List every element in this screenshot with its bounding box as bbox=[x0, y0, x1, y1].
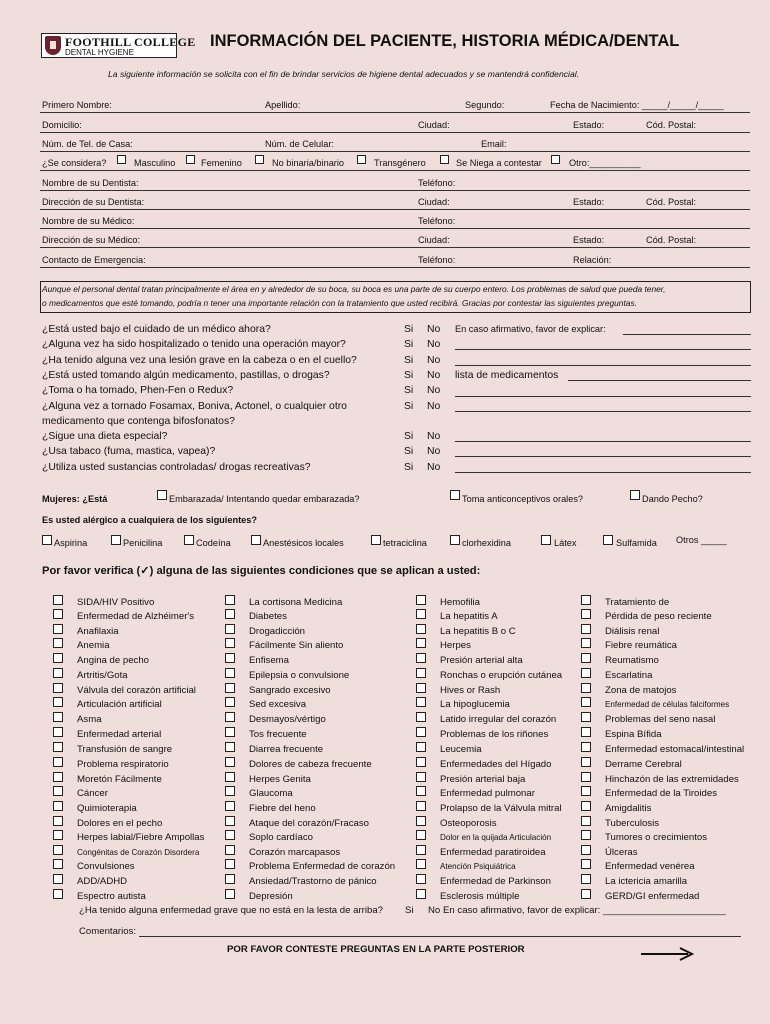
contraceptives-checkbox[interactable] bbox=[450, 490, 460, 500]
explain-line-9[interactable] bbox=[455, 472, 751, 473]
condition-label: Diálisis renal bbox=[605, 626, 660, 637]
nonbinary-checkbox[interactable] bbox=[255, 155, 264, 164]
condition-label: Dolores de cabeza frecuente bbox=[249, 759, 372, 770]
condition-checkbox[interactable] bbox=[53, 609, 63, 619]
dentist-zip-label: Cód. Postal: bbox=[646, 197, 697, 207]
condition-label: Enfermedad paratiroidea bbox=[440, 847, 546, 858]
condition-checkbox[interactable] bbox=[416, 874, 426, 884]
women-label: Mujeres: ¿Está bbox=[42, 494, 108, 504]
serious-illness-yes[interactable]: Si bbox=[405, 905, 414, 916]
second-name-label: Segundo: bbox=[465, 100, 505, 110]
question-6: ¿Alguna vez a tornado Fosamax, Boniva, Actonel, o cualquier otro bbox=[42, 401, 347, 412]
doctor-state-label: Estado: bbox=[573, 235, 605, 245]
q7-yes[interactable]: Si bbox=[404, 431, 414, 442]
male-label: Masculino bbox=[134, 158, 176, 168]
female-label: Femenino bbox=[201, 158, 242, 168]
condition-checkbox[interactable] bbox=[416, 712, 426, 722]
condition-label: Enfisema bbox=[249, 655, 289, 666]
page-title: INFORMACIÓN DEL PACIENTE, HISTORIA MÉDICA/DENTAL bbox=[210, 32, 680, 50]
gender-question: ¿Se considera? bbox=[42, 158, 107, 168]
condition-checkbox[interactable] bbox=[416, 801, 426, 811]
condition-label: Espectro autista bbox=[77, 891, 146, 902]
q3-yes[interactable]: Si bbox=[404, 355, 414, 366]
explain-line-8[interactable] bbox=[455, 456, 751, 457]
pregnant-label: Embarazada/ Intentando quedar embarazada? bbox=[169, 494, 360, 504]
notice-line-1: Aunque el personal dental tratan principalmente el área en y alrededor de su boca, su boca es una parte de su cuerpo entero. Los problemas de salud que pueda tener, bbox=[42, 284, 666, 294]
condition-checkbox[interactable] bbox=[581, 683, 591, 693]
q2-yes[interactable]: Si bbox=[404, 339, 414, 350]
q7-no[interactable]: No bbox=[427, 431, 441, 442]
q6-no[interactable]: No bbox=[427, 401, 441, 412]
condition-label: Enfermedad de células falciformes bbox=[605, 700, 730, 709]
condition-label: Enfermedades del Hígado bbox=[440, 759, 552, 770]
penicillin-checkbox[interactable] bbox=[111, 535, 121, 545]
condition-checkbox[interactable] bbox=[53, 874, 63, 884]
condition-label: Zona de matojos bbox=[605, 685, 677, 696]
condition-checkbox[interactable] bbox=[416, 786, 426, 796]
back-page-note: POR FAVOR CONTESTE PREGUNTAS EN LA PARTE POSTERIOR bbox=[227, 944, 525, 955]
question-4: ¿Está usted tomando algún medicamento, pastillas, o drogas? bbox=[42, 370, 330, 381]
codeine-label: Codeína bbox=[196, 538, 231, 548]
condition-label: Válvula del corazón artificial bbox=[77, 685, 196, 696]
condition-label: Enfermedad arterial bbox=[77, 729, 162, 740]
aspirin-checkbox[interactable] bbox=[42, 535, 52, 545]
condition-label: La cortisona Medicina bbox=[249, 597, 343, 608]
condition-checkbox[interactable] bbox=[416, 816, 426, 826]
allergies-other-label: Otros _____ bbox=[676, 535, 727, 545]
male-checkbox[interactable] bbox=[117, 155, 126, 164]
condition-checkbox[interactable] bbox=[416, 845, 426, 855]
condition-label: Enfermedad de Alzhéimer's bbox=[77, 611, 195, 622]
condition-label: Atención Psiquiátrica bbox=[440, 862, 516, 871]
condition-label: Sangrado excesivo bbox=[249, 685, 331, 696]
condition-label: Soplo cardíaco bbox=[249, 832, 313, 843]
condition-checkbox[interactable] bbox=[53, 595, 63, 605]
address-label: Domicilio: bbox=[42, 120, 82, 130]
condition-label: Anemia bbox=[77, 640, 110, 651]
condition-label: Drogadicción bbox=[249, 626, 305, 637]
condition-label: Corazón marcapasos bbox=[249, 847, 341, 858]
condition-label: Enfermedad estomacal/intestinal bbox=[605, 744, 745, 755]
condition-label: La hepatitis B o C bbox=[440, 626, 516, 637]
penicillin-label: Penicilina bbox=[123, 538, 163, 548]
condition-label: Hives or Rash bbox=[440, 685, 501, 696]
dentist-address-label: Dirección de su Dentista: bbox=[42, 197, 145, 207]
city-label: Ciudad: bbox=[418, 120, 450, 130]
condition-checkbox[interactable] bbox=[225, 595, 235, 605]
condition-label: Depresión bbox=[249, 891, 293, 902]
condition-label: Artritis/Gota bbox=[77, 670, 128, 681]
condition-label: Articulación artificial bbox=[77, 699, 162, 710]
local-anesthetics-checkbox[interactable] bbox=[251, 535, 261, 545]
female-checkbox[interactable] bbox=[186, 155, 195, 164]
condition-checkbox[interactable] bbox=[581, 638, 591, 648]
condition-checkbox[interactable] bbox=[53, 889, 63, 899]
condition-checkbox[interactable] bbox=[581, 786, 591, 796]
condition-label: SIDA/HIV Positivo bbox=[77, 597, 155, 608]
condition-checkbox[interactable] bbox=[581, 624, 591, 634]
condition-label: La hepatitis A bbox=[440, 611, 498, 622]
serious-illness-no[interactable]: No bbox=[428, 905, 441, 916]
condition-label: Úlceras bbox=[605, 847, 638, 858]
condition-label: Tumores o crecimientos bbox=[605, 832, 708, 843]
condition-label: Hinchazón de las extremidades bbox=[605, 774, 739, 785]
comments-line[interactable] bbox=[139, 936, 741, 937]
medication-list-label: lista de medicamentos bbox=[455, 370, 559, 381]
explain-line-1[interactable] bbox=[623, 334, 751, 335]
condition-checkbox[interactable] bbox=[416, 638, 426, 648]
question-1: ¿Está usted bajo el cuidado de un médico ahora? bbox=[42, 324, 271, 335]
q1-no[interactable]: No bbox=[427, 324, 441, 335]
q3-no[interactable]: No bbox=[427, 355, 441, 366]
condition-label: Asma bbox=[77, 714, 102, 725]
condition-checkbox[interactable] bbox=[225, 653, 235, 663]
condition-checkbox[interactable] bbox=[581, 609, 591, 619]
condition-checkbox[interactable] bbox=[225, 727, 235, 737]
condition-label: Dolor en la quijada Articulación bbox=[440, 833, 552, 842]
doctor-name-label: Nombre de su Médico: bbox=[42, 216, 135, 226]
codeine-checkbox[interactable] bbox=[184, 535, 194, 545]
condition-checkbox[interactable] bbox=[53, 727, 63, 737]
condition-checkbox[interactable] bbox=[225, 801, 235, 811]
condition-checkbox[interactable] bbox=[581, 595, 591, 605]
condition-label: Epilepsia o convulsione bbox=[249, 670, 350, 681]
condition-checkbox[interactable] bbox=[225, 772, 235, 782]
transgender-checkbox[interactable] bbox=[357, 155, 366, 164]
condition-checkbox[interactable] bbox=[416, 830, 426, 840]
serious-illness-explain: En caso afirmativo, favor de explicar: _______________________ bbox=[443, 905, 726, 916]
condition-checkbox[interactable] bbox=[225, 757, 235, 767]
condition-label: Presión arterial alta bbox=[440, 655, 523, 666]
condition-checkbox[interactable] bbox=[225, 638, 235, 648]
condition-checkbox[interactable] bbox=[225, 786, 235, 796]
condition-label: Tratamiento de bbox=[605, 597, 670, 608]
condition-checkbox[interactable] bbox=[581, 801, 591, 811]
condition-label: Latido irregular del corazón bbox=[440, 714, 557, 725]
q8-no[interactable]: No bbox=[427, 446, 441, 457]
condition-checkbox[interactable] bbox=[53, 830, 63, 840]
emergency-phone-label: Teléfono: bbox=[418, 255, 456, 265]
question-7: ¿Sigue una dieta especial? bbox=[42, 431, 168, 442]
declines-label: Se Niega a contestar bbox=[456, 158, 542, 168]
first-name-label: Primero Nombre: bbox=[42, 100, 112, 110]
explain-line-7[interactable] bbox=[455, 441, 751, 442]
latex-label: Látex bbox=[554, 538, 577, 548]
condition-label: Herpes bbox=[440, 640, 471, 651]
pregnant-checkbox[interactable] bbox=[157, 490, 167, 500]
condition-label: GERD/GI enfermedad bbox=[605, 891, 700, 902]
explain-line-5[interactable] bbox=[455, 396, 751, 397]
condition-checkbox[interactable] bbox=[581, 712, 591, 722]
q5-no[interactable]: No bbox=[427, 385, 441, 396]
condition-label: Moretón Fácilmente bbox=[77, 774, 162, 785]
condition-label: Fácilmente Sin aliento bbox=[249, 640, 344, 651]
condition-checkbox[interactable] bbox=[416, 624, 426, 634]
condition-checkbox[interactable] bbox=[416, 727, 426, 737]
nursing-label: Dando Pecho? bbox=[642, 494, 703, 504]
question-6-cont: medicamento que contenga bifosfonatos? bbox=[42, 416, 235, 427]
condition-checkbox[interactable] bbox=[581, 653, 591, 663]
condition-label: Presión arterial baja bbox=[440, 774, 526, 785]
condition-checkbox[interactable] bbox=[581, 816, 591, 826]
condition-label: Cáncer bbox=[77, 788, 108, 799]
sulfa-label: Sulfamida bbox=[616, 538, 657, 548]
condition-checkbox[interactable] bbox=[225, 712, 235, 722]
condition-label: Problemas de los riñones bbox=[440, 729, 549, 740]
condition-checkbox[interactable] bbox=[225, 668, 235, 678]
condition-checkbox[interactable] bbox=[53, 624, 63, 634]
tetracycline-label: tetraciclina bbox=[383, 538, 427, 548]
condition-checkbox[interactable] bbox=[581, 697, 591, 707]
condition-checkbox[interactable] bbox=[225, 889, 235, 899]
medication-list-line[interactable] bbox=[568, 380, 751, 381]
condition-checkbox[interactable] bbox=[416, 772, 426, 782]
cell-phone-label: Núm. de Celular: bbox=[265, 139, 334, 149]
condition-checkbox[interactable] bbox=[225, 683, 235, 693]
notice-line-2: o medicamentos que esté tomando, podría n tener una importante relación con la tratamiento que usted recibirá. Gracias por contestar las siguientes preguntas. bbox=[42, 298, 637, 308]
condition-checkbox[interactable] bbox=[225, 624, 235, 634]
local-anesthetics-label: Anestésicos locales bbox=[263, 538, 344, 548]
transgender-label: Transgénero bbox=[374, 158, 426, 168]
relation-label: Relación: bbox=[573, 255, 612, 265]
condition-label: Dolores en el pecho bbox=[77, 818, 163, 829]
condition-label: Fiebre reumática bbox=[605, 640, 677, 651]
aspirin-label: Aspirina bbox=[54, 538, 88, 548]
condition-checkbox[interactable] bbox=[225, 874, 235, 884]
condition-checkbox[interactable] bbox=[416, 668, 426, 678]
college-crest-icon bbox=[45, 36, 61, 55]
condition-label: La hipoglucemia bbox=[440, 699, 510, 710]
condition-label: Problema respiratorio bbox=[77, 759, 169, 770]
condition-label: Espina Bífida bbox=[605, 729, 662, 740]
condition-checkbox[interactable] bbox=[581, 727, 591, 737]
condition-checkbox[interactable] bbox=[225, 609, 235, 619]
condition-checkbox[interactable] bbox=[581, 668, 591, 678]
condition-label: Enfermedad venérea bbox=[605, 861, 695, 872]
condition-label: ADD/ADHD bbox=[77, 876, 128, 887]
condition-label: Convulsiones bbox=[77, 861, 135, 872]
doctor-address-label: Dirección de su Médico: bbox=[42, 235, 141, 245]
condition-checkbox[interactable] bbox=[581, 772, 591, 782]
condition-checkbox[interactable] bbox=[581, 874, 591, 884]
allergies-label: Es usted alérgico a cualquiera de los siguientes? bbox=[42, 515, 257, 525]
q2-no[interactable]: No bbox=[427, 339, 441, 350]
condition-label: Leucemia bbox=[440, 744, 482, 755]
condition-label: Fiebre del heno bbox=[249, 803, 316, 814]
condition-label: Tuberculosis bbox=[605, 818, 660, 829]
condition-label: La ictericia amarilla bbox=[605, 876, 688, 887]
home-phone-label: Núm. de Tel. de Casa: bbox=[42, 139, 133, 149]
condition-label: Esclerosis múltiple bbox=[440, 891, 520, 902]
q4-no[interactable]: No bbox=[427, 370, 441, 381]
page-subtitle: La siguiente información se solicita con el fin de brindar servicios de higiene dental adecuados y se mantendrá confidencial. bbox=[108, 69, 580, 79]
doctor-city-label: Ciudad: bbox=[418, 235, 450, 245]
last-name-label: Apellido: bbox=[265, 100, 301, 110]
condition-checkbox[interactable] bbox=[225, 816, 235, 826]
condition-label: Pérdida de peso reciente bbox=[605, 611, 712, 622]
other-checkbox[interactable] bbox=[551, 155, 560, 164]
condition-label: Tos frecuente bbox=[249, 729, 307, 740]
condition-checkbox[interactable] bbox=[225, 845, 235, 855]
condition-checkbox[interactable] bbox=[53, 801, 63, 811]
explain-line-2[interactable] bbox=[455, 349, 751, 350]
condition-label: Osteoporosis bbox=[440, 818, 497, 829]
condition-checkbox[interactable] bbox=[581, 757, 591, 767]
dentist-city-label: Ciudad: bbox=[418, 197, 450, 207]
condition-label: Anafilaxia bbox=[77, 626, 119, 637]
condition-label: Problemas del seno nasal bbox=[605, 714, 716, 725]
condition-checkbox[interactable] bbox=[416, 742, 426, 752]
condition-label: Hemofilia bbox=[440, 597, 480, 608]
email-label: Email: bbox=[481, 139, 507, 149]
condition-label: Escarlatina bbox=[605, 670, 653, 681]
question-5: ¿Toma o ha tomado, Phen-Fen o Redux? bbox=[42, 385, 234, 396]
tetracycline-checkbox[interactable] bbox=[371, 535, 381, 545]
condition-checkbox[interactable] bbox=[416, 683, 426, 693]
condition-label: Diabetes bbox=[249, 611, 287, 622]
question-8: ¿Usa tabaco (fuma, mastica, vapea)? bbox=[42, 446, 216, 457]
condition-label: Enfermedad de la Tiroides bbox=[605, 788, 717, 799]
condition-checkbox[interactable] bbox=[53, 638, 63, 648]
condition-checkbox[interactable] bbox=[225, 742, 235, 752]
q4-yes[interactable]: Si bbox=[404, 370, 414, 381]
q9-no[interactable]: No bbox=[427, 462, 441, 473]
condition-checkbox[interactable] bbox=[416, 889, 426, 899]
question-2: ¿Alguna vez ha sido hospitalizado o tenido una operación mayor? bbox=[42, 339, 346, 350]
condition-checkbox[interactable] bbox=[53, 742, 63, 752]
college-logo bbox=[41, 33, 196, 58]
logo-line-1: FOOTHILL COLLEGE bbox=[65, 35, 196, 49]
condition-label: Herpes labial/Fiebre Ampollas bbox=[77, 832, 205, 843]
condition-label: Sed excesiva bbox=[249, 699, 307, 710]
q8-yes[interactable]: Si bbox=[404, 446, 414, 457]
condition-checkbox[interactable] bbox=[581, 830, 591, 840]
condition-checkbox[interactable] bbox=[416, 859, 426, 869]
chlorhexidine-label: clorhexidina bbox=[462, 538, 512, 548]
condition-label: Glaucoma bbox=[249, 788, 293, 799]
condition-checkbox[interactable] bbox=[53, 772, 63, 782]
nonbinary-label: No binaria/binario bbox=[272, 158, 345, 168]
dentist-phone-label: Teléfono: bbox=[418, 178, 456, 188]
condition-label: Enfermedad de Parkinson bbox=[440, 876, 551, 887]
condition-checkbox[interactable] bbox=[581, 859, 591, 869]
explain-line-6[interactable] bbox=[455, 411, 751, 412]
condition-label: Herpes Genita bbox=[249, 774, 311, 785]
condition-checkbox[interactable] bbox=[416, 697, 426, 707]
condition-checkbox[interactable] bbox=[416, 595, 426, 605]
condition-label: Amigdalitis bbox=[605, 803, 652, 814]
condition-label: Quimioterapia bbox=[77, 803, 137, 814]
other-label: Otro:__________ bbox=[569, 158, 641, 168]
emergency-contact-label: Contacto de Emergencia: bbox=[42, 255, 146, 265]
condition-checkbox[interactable] bbox=[53, 859, 63, 869]
q9-yes[interactable]: Si bbox=[404, 462, 414, 473]
condition-checkbox[interactable] bbox=[53, 697, 63, 707]
state-label: Estado: bbox=[573, 120, 605, 130]
latex-checkbox[interactable] bbox=[541, 535, 551, 545]
condition-checkbox[interactable] bbox=[53, 653, 63, 663]
q1-yes[interactable]: Si bbox=[404, 324, 414, 335]
condition-label: Angina de pecho bbox=[77, 655, 150, 666]
logo-line-2: DENTAL HYGIENE bbox=[65, 48, 134, 57]
condition-checkbox[interactable] bbox=[581, 889, 591, 899]
condition-checkbox[interactable] bbox=[581, 742, 591, 752]
condition-label: Enfermedad pulmonar bbox=[440, 788, 535, 799]
condition-checkbox[interactable] bbox=[416, 609, 426, 619]
condition-checkbox[interactable] bbox=[53, 712, 63, 722]
sulfa-checkbox[interactable] bbox=[603, 535, 613, 545]
condition-label: Derrame Cerebral bbox=[605, 759, 682, 770]
explain-label: En caso afirmativo, favor de explicar: bbox=[455, 324, 606, 334]
dentist-name-label: Nombre de su Dentista: bbox=[42, 178, 139, 188]
condition-checkbox[interactable] bbox=[53, 668, 63, 678]
question-9: ¿Utiliza usted sustancias controladas/ drogas recreativas? bbox=[42, 462, 311, 473]
condition-checkbox[interactable] bbox=[225, 830, 235, 840]
condition-checkbox[interactable] bbox=[581, 845, 591, 855]
condition-checkbox[interactable] bbox=[53, 845, 63, 855]
condition-label: Reumatismo bbox=[605, 655, 659, 666]
dentist-state-label: Estado: bbox=[573, 197, 605, 207]
condition-label: Prolapso de la Válvula mitral bbox=[440, 803, 562, 814]
q5-yes[interactable]: Si bbox=[404, 385, 414, 396]
condition-label: Diarrea frecuente bbox=[249, 744, 324, 755]
zip-label: Cód. Postal: bbox=[646, 120, 697, 130]
condition-label: Ansiedad/Trastorno de pánico bbox=[249, 876, 377, 887]
condition-checkbox[interactable] bbox=[53, 683, 63, 693]
q6-yes[interactable]: Si bbox=[404, 401, 414, 412]
comments-label: Comentarios: bbox=[79, 926, 137, 937]
condition-checkbox[interactable] bbox=[416, 757, 426, 767]
condition-label: Problema Enfermedad de corazón bbox=[249, 861, 396, 872]
condition-label: Desmayos/vértigo bbox=[249, 714, 326, 725]
serious-illness-question: ¿Ha tenido alguna enfermedad grave que no está en la lesta de arriba? bbox=[79, 905, 384, 916]
condition-checkbox[interactable] bbox=[416, 653, 426, 663]
doctor-zip-label: Cód. Postal: bbox=[646, 235, 697, 245]
condition-label: Ataque del corazón/Fracaso bbox=[249, 818, 369, 829]
birth-date-label: Fecha de Nacimiento: _____/_____/_____ bbox=[550, 100, 724, 110]
doctor-phone-label: Teléfono: bbox=[418, 216, 456, 226]
condition-checkbox[interactable] bbox=[225, 859, 235, 869]
condition-label: Congénitas de Corazón Disordera bbox=[77, 848, 200, 857]
condition-label: Ronchas o erupción cutánea bbox=[440, 670, 563, 681]
condition-checkbox[interactable] bbox=[53, 786, 63, 796]
condition-label: Transfusión de sangre bbox=[77, 744, 173, 755]
arrow-right-icon bbox=[640, 945, 696, 961]
conditions-heading: Por favor verifica (✓) alguna de las siguientes condiciones que se aplican a usted: bbox=[42, 565, 481, 577]
question-3: ¿Ha tenido alguna vez una lesión grave en la cabeza o en el cuello? bbox=[42, 355, 357, 366]
chlorhexidine-checkbox[interactable] bbox=[450, 535, 460, 545]
condition-checkbox[interactable] bbox=[53, 816, 63, 826]
condition-checkbox[interactable] bbox=[225, 697, 235, 707]
contraceptives-label: Toma anticonceptivos orales? bbox=[462, 494, 584, 504]
explain-line-3[interactable] bbox=[455, 365, 751, 366]
condition-checkbox[interactable] bbox=[53, 757, 63, 767]
nursing-checkbox[interactable] bbox=[630, 490, 640, 500]
declines-checkbox[interactable] bbox=[440, 155, 449, 164]
